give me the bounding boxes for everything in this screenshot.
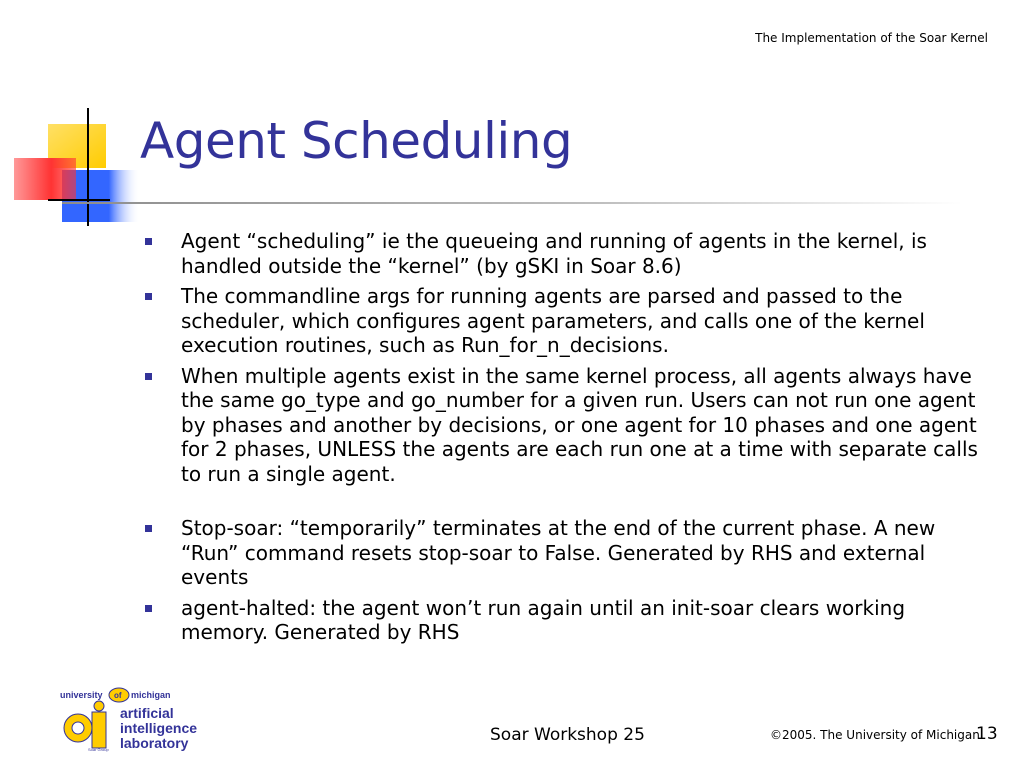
bullet-text: Stop-soar: “temporarily” terminates at the end of the current phase. A new “Run” command resets stop-soar to False. Generated by RHS and external events [181,516,936,589]
title-divider [62,202,962,204]
logo-university: university [60,690,103,700]
bullet-item [145,364,995,487]
logo-badge: Soar Group [88,747,109,752]
bullet-text: Agent “scheduling” ie the queueing and running of agents in the kernel, is handled outside the “kernel” (by gSKI in Soar 8.6) [181,229,927,278]
bullet-text: agent-halted: the agent won’t run again until an init-soar clears working memory. Generated by RHS [181,595,906,644]
bullet-list [145,229,995,651]
bullet-item [145,596,995,645]
bullet-square-icon [145,293,152,300]
logo-line2: intelligence [120,720,198,736]
bullet-square-icon [145,525,152,532]
logo-of: of [114,691,122,700]
bullet-item [145,284,995,358]
bullet-item [145,229,995,278]
logo-i-bar [92,712,106,748]
bullet-text: When multiple agents exist in the same kernel process, all agents always have the same go_type and go_number for a given run. Users can not run one agent by phases and another by decisions, or one agent for 10 phases and one agent for 2 phases, UNLESS the agents are each run one at a time with separate calls to run a single agent. [181,363,978,486]
bullet-square-icon [145,238,152,245]
logo-line1: artificial [120,705,174,721]
logo-michigan: michigan [131,690,171,700]
logo-line3: laboratory [120,735,189,751]
slide-title: Agent Scheduling [140,112,573,170]
bullet-text: The commandline args for running agents are parsed and passed to the scheduler, which configures agent parameters, and calls one of the kernel execution routines, such as Run_for_n_decisions. [181,284,925,357]
page-number: 13 [976,724,998,744]
header-note: The Implementation of the Soar Kernel [755,31,988,45]
bullet-square-icon [145,373,152,380]
decorative-squares [0,0,150,240]
bullet-item [145,516,995,590]
footer-copyright: ©2005. The University of Michigan [770,728,980,742]
ai-lab-logo [58,684,233,754]
bullet-square-icon [145,605,152,612]
footer-title: Soar Workshop 25 [490,725,645,745]
red-square [14,158,76,200]
